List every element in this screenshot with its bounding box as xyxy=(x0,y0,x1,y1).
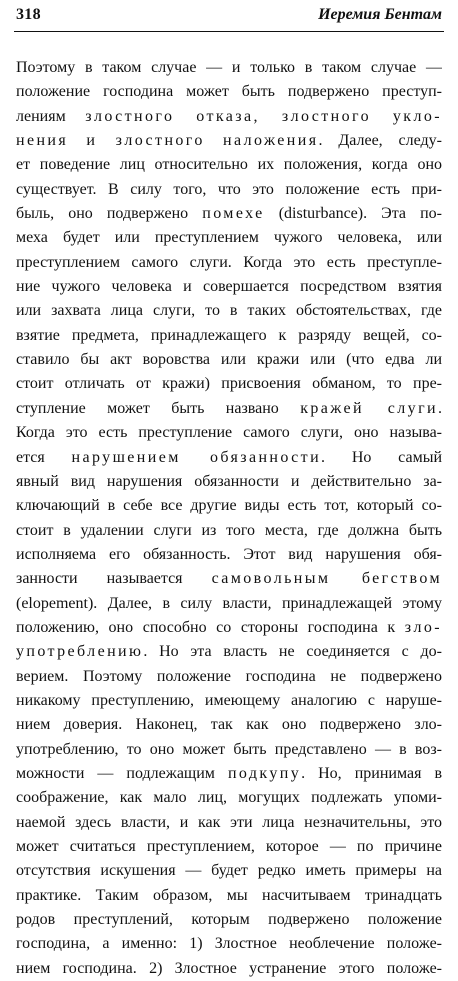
text-segment: нием господина. 2) Злостное устранение этого положе- xyxy=(16,959,442,977)
running-title: Иеремия Бентам xyxy=(318,6,442,23)
text-line xyxy=(16,494,442,518)
text-segment: или захвата лица слуги, то в таких обстоятельствах, где xyxy=(16,302,442,320)
text-segment: меха будет или преступлением чужого человека, или xyxy=(16,229,442,247)
text-line xyxy=(16,56,442,80)
text-segment: нием доверия. Наконец, так как оно подвержено зло- xyxy=(16,716,442,734)
spaced-emphasis-text: кражей слуги xyxy=(300,399,438,417)
text-line xyxy=(16,80,442,104)
text-segment: употреблению, то оно может быть представлено — в воз- xyxy=(16,740,442,758)
text-line xyxy=(16,762,442,786)
text-segment: . Но, принимая в xyxy=(301,764,442,782)
text-segment: быль, оно подвержено xyxy=(16,205,203,223)
spaced-emphasis-text: употреблению xyxy=(16,643,144,661)
page-number: 318 xyxy=(16,6,41,23)
text-segment: . xyxy=(438,399,442,417)
spaced-emphasis-text: подкупу xyxy=(227,764,302,782)
text-segment: явный вид нарушения обязанности и действительно за- xyxy=(16,472,442,490)
text-segment: соображение, как мало лиц, могущих подлежать упоми- xyxy=(16,789,442,807)
text-line xyxy=(16,884,442,908)
text-segment: никакому преступлению, имеющему аналогию с наруше- xyxy=(16,691,442,709)
spaced-emphasis-text: самовольным бегством xyxy=(211,570,442,588)
text-line xyxy=(16,251,442,275)
text-line xyxy=(16,932,442,956)
text-segment: взятие предмета, принадлежащего к разряду вещей, со- xyxy=(16,326,442,344)
text-segment: наемой здесь власти, и как эти лица незначительны, это xyxy=(16,813,442,831)
text-segment: можности — подлежащим xyxy=(16,764,228,782)
page-header xyxy=(14,6,442,32)
text-segment: исполняема его обязанность. Этот вид нарушения обя- xyxy=(16,545,442,563)
text-line xyxy=(16,324,442,348)
spaced-emphasis-text: нарушением обязанности xyxy=(71,448,322,466)
text-line xyxy=(16,421,442,445)
text-line xyxy=(16,640,442,664)
text-line xyxy=(16,446,442,470)
text-line xyxy=(16,567,442,591)
text-line xyxy=(16,178,442,202)
spaced-emphasis-text: зло- xyxy=(404,618,442,636)
text-line xyxy=(16,129,442,153)
text-line xyxy=(16,348,442,372)
spaced-emphasis-text: нения и злостного наложения xyxy=(16,132,319,150)
text-segment: преступлением самого слуги. Когда это есть преступле- xyxy=(16,253,442,271)
text-segment: ставило бы акт воровства или кражи или (что едва ли xyxy=(16,351,442,369)
text-line xyxy=(16,397,442,421)
text-segment: ет поведение лиц относительно их положения, когда оно xyxy=(16,156,442,174)
spaced-emphasis-text: помехе xyxy=(202,205,265,223)
text-segment: ется xyxy=(16,448,72,466)
text-segment: (elopement). Далее, в силу власти, принадлежащей этому xyxy=(16,594,442,612)
text-segment: . Но эта власть не соединяется с до- xyxy=(143,643,442,661)
text-line xyxy=(16,616,442,640)
text-segment: лениям xyxy=(16,107,86,125)
text-segment: практике. Таким образом, мы насчитываем тринадцать xyxy=(16,886,442,904)
text-line xyxy=(16,543,442,567)
text-segment: занности называется xyxy=(16,570,212,588)
text-segment: господина, а именно: 1) Злостное необлечение положе- xyxy=(16,935,442,953)
text-line xyxy=(16,105,442,129)
text-line xyxy=(16,957,442,981)
text-segment: . Но самый xyxy=(321,448,442,466)
text-line xyxy=(16,226,442,250)
text-segment: стоит отличать от кражи) присвоения обманом, то пре- xyxy=(16,375,442,393)
text-segment: Когда это есть преступление самого слуги, оно называ- xyxy=(16,424,442,442)
text-segment: родов преступлений, которым подвержено положение xyxy=(16,911,442,929)
text-line xyxy=(16,786,442,810)
text-line xyxy=(16,299,442,323)
text-segment: ступление может быть названо xyxy=(16,399,301,417)
text-line xyxy=(16,665,442,689)
text-segment: Поэтому в таком случае — и только в таком случае — xyxy=(16,59,442,76)
header-rule xyxy=(14,31,444,32)
body-text xyxy=(16,56,442,981)
text-segment: стоит в удалении слуги из того места, где должна быть xyxy=(16,521,442,539)
text-segment: . Далее, следу- xyxy=(318,132,442,150)
text-line xyxy=(16,202,442,226)
text-line xyxy=(16,811,442,835)
text-line xyxy=(16,908,442,932)
text-segment: (disturbance). Эта по- xyxy=(264,205,442,223)
text-segment: может считаться преступлением, которое — по причине xyxy=(16,838,442,855)
text-line xyxy=(16,275,442,299)
text-line xyxy=(16,592,442,616)
text-line xyxy=(16,372,442,396)
text-segment: ние чужого человека и совершается посредством взятия xyxy=(16,278,442,296)
text-line xyxy=(16,713,442,737)
text-line xyxy=(16,470,442,494)
text-segment: верием. Поэтому положение господина не подвержено xyxy=(16,667,442,685)
text-segment: ключающий в себе все другие виды есть тот, который со- xyxy=(16,497,442,515)
text-segment: положению, оно способно со стороны господина к xyxy=(16,618,405,636)
text-segment: отсутствия искушения — будет редко иметь примеры на xyxy=(16,862,442,880)
text-line xyxy=(16,738,442,762)
text-segment: существует. В силу того, что это положение есть при- xyxy=(16,180,442,198)
spaced-emphasis-text: злостного отказа, злостного укло- xyxy=(85,107,442,125)
text-line xyxy=(16,519,442,543)
text-line xyxy=(16,689,442,713)
text-line xyxy=(16,153,442,177)
text-line xyxy=(16,859,442,883)
text-line xyxy=(16,835,442,859)
text-segment: положение господина может быть подвержено преступ- xyxy=(16,83,442,101)
